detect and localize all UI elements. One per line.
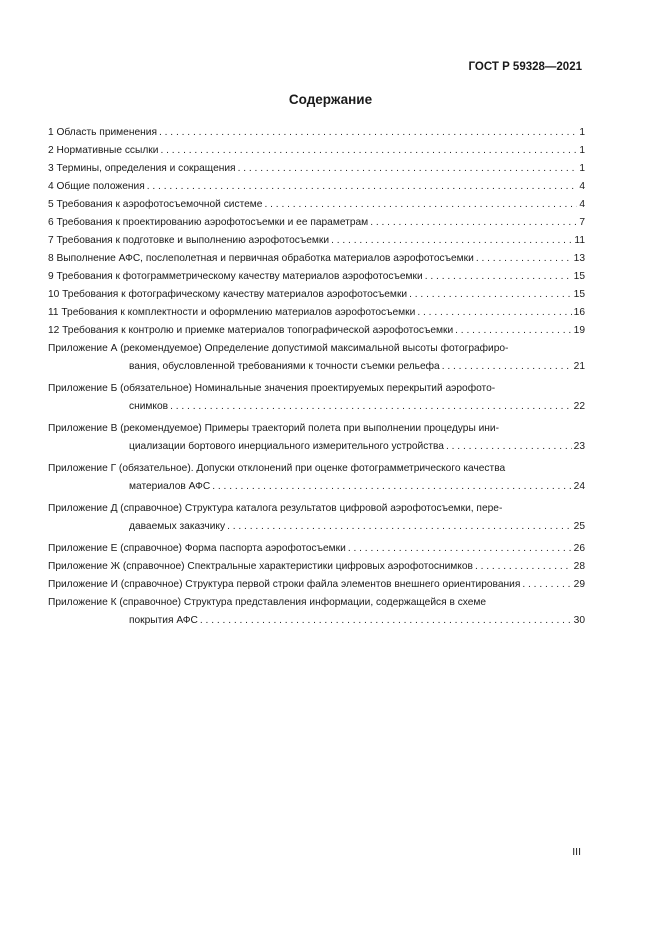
toc-entry[interactable] — [48, 178, 585, 196]
toc-appendix-entry[interactable] — [48, 500, 585, 536]
toc-page-number: 25 — [573, 521, 585, 532]
appendix-title: Приложение И (справочное) Структура первой строки файла элементов внешнего ориентирования — [48, 579, 521, 590]
toc-entry-title: 8 Выполнение АФС, послеполетная и первичная обработка материалов аэрофотосъемки — [48, 253, 474, 264]
toc-appendix-entry[interactable] — [48, 380, 585, 416]
toc-entry-title: 6 Требования к проектированию аэрофотосъемки и ее параметрам — [48, 217, 369, 228]
dot-leader — [160, 142, 577, 160]
dot-leader — [370, 214, 577, 232]
appendix-title: Приложение Д (справочное) Структура каталога результатов цифровой аэрофотосъемки, пере- — [48, 503, 503, 514]
toc-entry-title: 10 Требования к фотографическому качеству материалов аэрофотосъемки — [48, 289, 408, 300]
toc-entry-title: 2 Нормативные ссылки — [48, 145, 159, 156]
dot-leader — [170, 398, 572, 416]
appendix-title: Приложение Б (обязательное) Номинальные значения проектируемых перекрытий аэрофото- — [48, 383, 496, 394]
dot-leader — [442, 358, 572, 376]
toc-page-number: 30 — [573, 615, 585, 626]
dot-leader — [264, 196, 577, 214]
toc-page-number: 19 — [573, 325, 585, 336]
toc-page-number: 29 — [573, 579, 585, 590]
toc-appendix-entry[interactable] — [48, 558, 585, 576]
dot-leader — [446, 438, 572, 456]
toc-page-number: 28 — [573, 561, 585, 572]
toc-entry[interactable] — [48, 322, 585, 340]
appendix-title: Приложение Г (обязательное). Допуски отклонений при оценке фотограмметрического качества — [48, 463, 506, 474]
dot-leader — [147, 178, 578, 196]
appendix-title: Приложение А (рекомендуемое) Определение допустимой максимальной высоты фотографиро- — [48, 343, 509, 354]
dot-leader — [455, 322, 572, 340]
appendix-title-continued: циализации бортового инерциального измерительного устройства — [129, 441, 444, 452]
dot-leader — [227, 518, 572, 536]
appendix-title-continued: материалов АФС — [129, 481, 211, 492]
toc-page-number: 22 — [573, 401, 585, 412]
appendix-title-continued: вания, обусловленной требованиями к точности съемки рельефа — [129, 361, 440, 372]
toc-entry-title: 11 Требования к комплектности и оформлению материалов аэрофотосъемки — [48, 307, 416, 318]
toc-page-number: 4 — [579, 181, 585, 192]
toc-page-number: 26 — [573, 543, 585, 554]
page-number: III — [572, 846, 581, 858]
appendix-title-continued: даваемых заказчику — [129, 521, 226, 532]
appendix-title-continued: покрытия АФС — [129, 615, 198, 626]
toc-entry-title: 5 Требования к аэрофотосъемочной системе — [48, 199, 263, 210]
appendix-title-continued: снимков — [129, 401, 169, 412]
dot-leader — [409, 286, 572, 304]
toc-entry[interactable] — [48, 160, 585, 178]
toc-page-number: 21 — [573, 361, 585, 372]
toc-appendix-entry[interactable] — [48, 540, 585, 558]
toc-appendix-entry[interactable] — [48, 420, 585, 456]
dot-leader — [200, 612, 572, 630]
toc-entry[interactable] — [48, 304, 585, 322]
toc-page-number: 1 — [579, 127, 585, 138]
dot-leader — [212, 478, 571, 496]
toc-page-number: 15 — [573, 271, 585, 282]
toc-entry[interactable] — [48, 286, 585, 304]
dot-leader — [476, 250, 572, 268]
toc-page-number: 11 — [574, 235, 585, 246]
toc-page-number: 23 — [573, 441, 585, 452]
appendix-title: Приложение Ж (справочное) Спектральные характеристики цифровых аэрофотоснимков — [48, 561, 473, 572]
toc-appendix-entry[interactable] — [48, 594, 585, 630]
dot-leader — [425, 268, 572, 286]
toc-page-number: 1 — [579, 163, 585, 174]
toc-entry-title: 12 Требования к контролю и приемке материалов топографической аэрофотосъемки — [48, 325, 454, 336]
dot-leader — [475, 558, 572, 576]
toc-page-number: 1 — [579, 145, 585, 156]
toc-page-number: 7 — [579, 217, 585, 228]
dot-leader — [238, 160, 578, 178]
toc-entry[interactable] — [48, 232, 585, 250]
toc-entry-title: 1 Область применения — [48, 127, 157, 138]
dot-leader — [348, 540, 572, 558]
dot-leader — [417, 304, 571, 322]
toc-appendix-entry[interactable] — [48, 340, 585, 376]
appendix-title: Приложение В (рекомендуемое) Примеры траекторий полета при выполнении процедуры ини- — [48, 423, 500, 434]
appendix-title: Приложение Е (справочное) Форма паспорта аэрофотосъемки — [48, 543, 346, 554]
toc-entry-title: 4 Общие положения — [48, 181, 145, 192]
toc-entry[interactable] — [48, 268, 585, 286]
toc-page-number: 4 — [579, 199, 585, 210]
toc-entry-title: 7 Требования к подготовке и выполнению аэрофотосъемки — [48, 235, 330, 246]
table-of-contents — [48, 124, 585, 630]
toc-page-number: 13 — [573, 253, 585, 264]
document-code: ГОСТ Р 59328—2021 — [468, 61, 582, 73]
toc-entry[interactable] — [48, 214, 585, 232]
toc-entry-title: 3 Термины, определения и сокращения — [48, 163, 236, 174]
toc-page-number: 16 — [573, 307, 585, 318]
toc-entry[interactable] — [48, 196, 585, 214]
toc-entry[interactable] — [48, 250, 585, 268]
toc-page-number: 15 — [573, 289, 585, 300]
toc-entry[interactable] — [48, 124, 585, 142]
dot-leader — [159, 124, 577, 142]
page-title: Содержание — [288, 92, 373, 107]
dot-leader — [331, 232, 572, 250]
toc-appendix-entry[interactable] — [48, 460, 585, 496]
toc-entry-title: 9 Требования к фотограмметрическому качеству материалов аэрофотосъемки — [48, 271, 423, 282]
toc-entry[interactable] — [48, 142, 585, 160]
toc-page-number: 24 — [573, 481, 585, 492]
toc-appendix-entry[interactable] — [48, 576, 585, 594]
dot-leader — [522, 576, 571, 594]
appendix-title: Приложение К (справочное) Структура представления информации, содержащейся в схеме — [48, 597, 487, 608]
